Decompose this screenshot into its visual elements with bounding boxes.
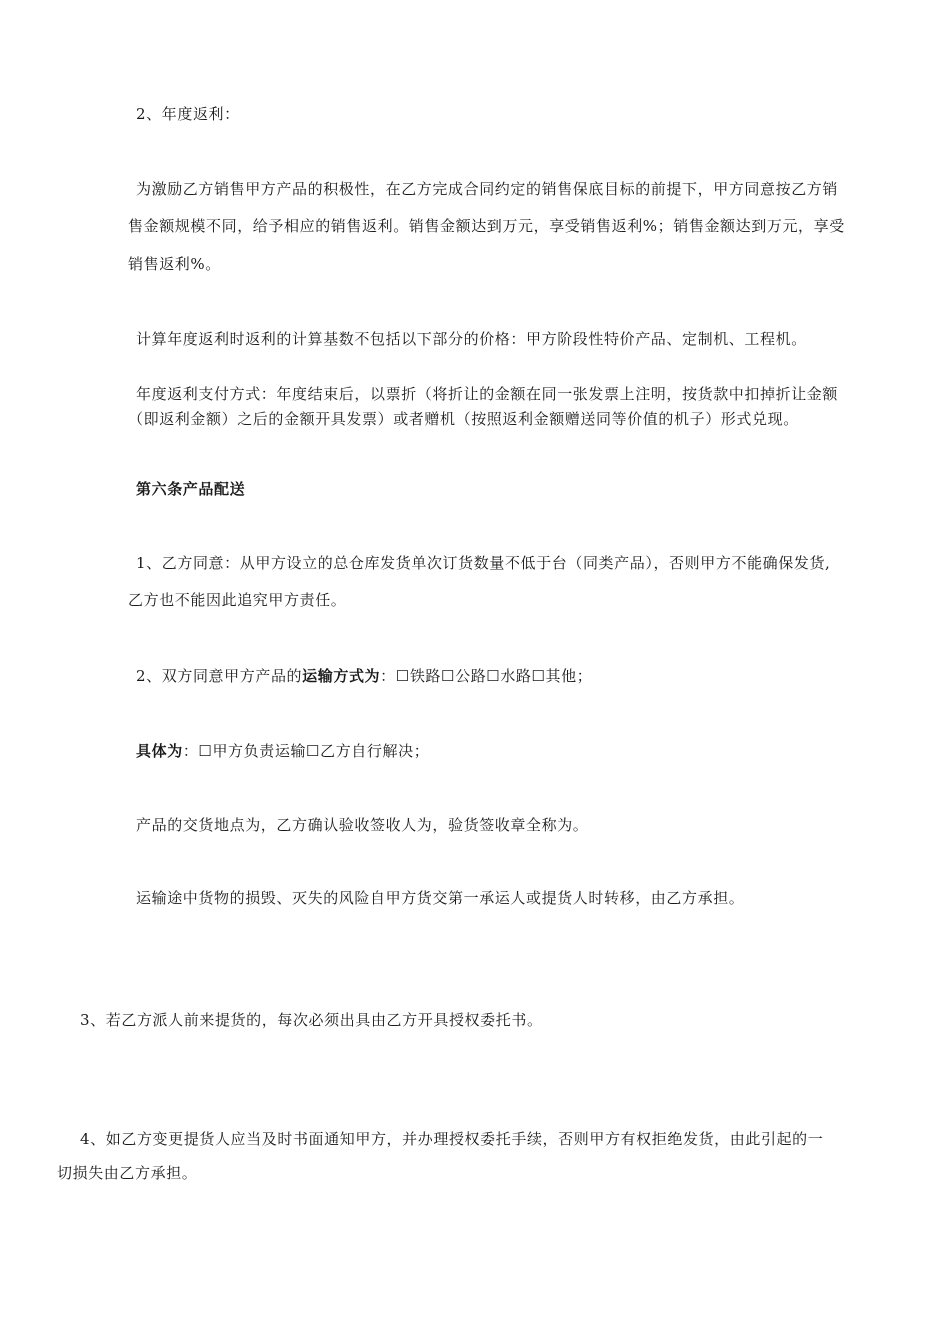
specific-options: ：☐甲方负责运输☐乙方自行解决； xyxy=(182,742,430,760)
risk-transfer-paragraph: 运输途中货物的损毁、灭失的风险自甲方货交第一承运人或提货人时转移，由乙方承担。 xyxy=(136,889,745,907)
section-6-title: 第六条产品配送 xyxy=(136,480,246,498)
rebate-base-paragraph: 计算年度返利时返利的计算基数不包括以下部分的价格：甲方阶段性特价产品、定制机、工程机。 xyxy=(136,330,807,348)
item-2-options: ：☐铁路☐公路☐水路☐其他； xyxy=(380,667,593,685)
specific-bold-label: 具体为 xyxy=(136,742,183,760)
delivery-place-paragraph: 产品的交货地点为，乙方确认验收签收人为，验货签收章全称为。 xyxy=(136,816,589,834)
item-1-line-2: 乙方也不能因此追究甲方责任。 xyxy=(128,591,347,609)
rebate-payment-line-1: 年度返利支付方式：年度结束后，以票折（将折让的金额在同一张发票上注明，按货款中扣掉折让金额 xyxy=(136,385,839,403)
rebate-payment-line-2: （即返利金额）之后的金额开具发票）或者赠机（按照返利金额赠送同等价值的机子）形式兑现。 xyxy=(128,410,799,428)
item-1-line-1: 1、乙方同意：从甲方设立的总仓库发货单次订货数量不低于台（同类产品），否则甲方不能确保发货, xyxy=(136,554,831,572)
item-4-line-1: 4、如乙方变更提货人应当及时书面通知甲方，并办理授权委托手续，否则甲方有权拒绝发货，由此引起的一 xyxy=(80,1130,824,1148)
item-2-bold-label: 运输方式为 xyxy=(302,667,381,685)
item-4-line-2: 切损失由乙方承担。 xyxy=(57,1164,198,1182)
rebate-heading: 2、年度返利： xyxy=(136,105,240,123)
rebate-paragraph-line-3: 销售返利%。 xyxy=(128,255,221,273)
rebate-paragraph-line-1: 为激励乙方销售甲方产品的积极性，在乙方完成合同约定的销售保底目标的前提下，甲方同意按乙方销 xyxy=(136,180,839,198)
item-2-prefix: 2、双方同意甲方产品的 xyxy=(136,667,303,685)
item-3-paragraph: 3、若乙方派人前来提货的，每次必须出具由乙方开具授权委托书。 xyxy=(80,1011,543,1029)
rebate-paragraph-line-2: 售金额规模不同，给予相应的销售返利。销售金额达到万元，享受销售返利%；销售金额达到万元，享受 xyxy=(128,217,845,235)
item-2-transport-method xyxy=(136,666,592,686)
specific-arrangement xyxy=(136,741,429,761)
